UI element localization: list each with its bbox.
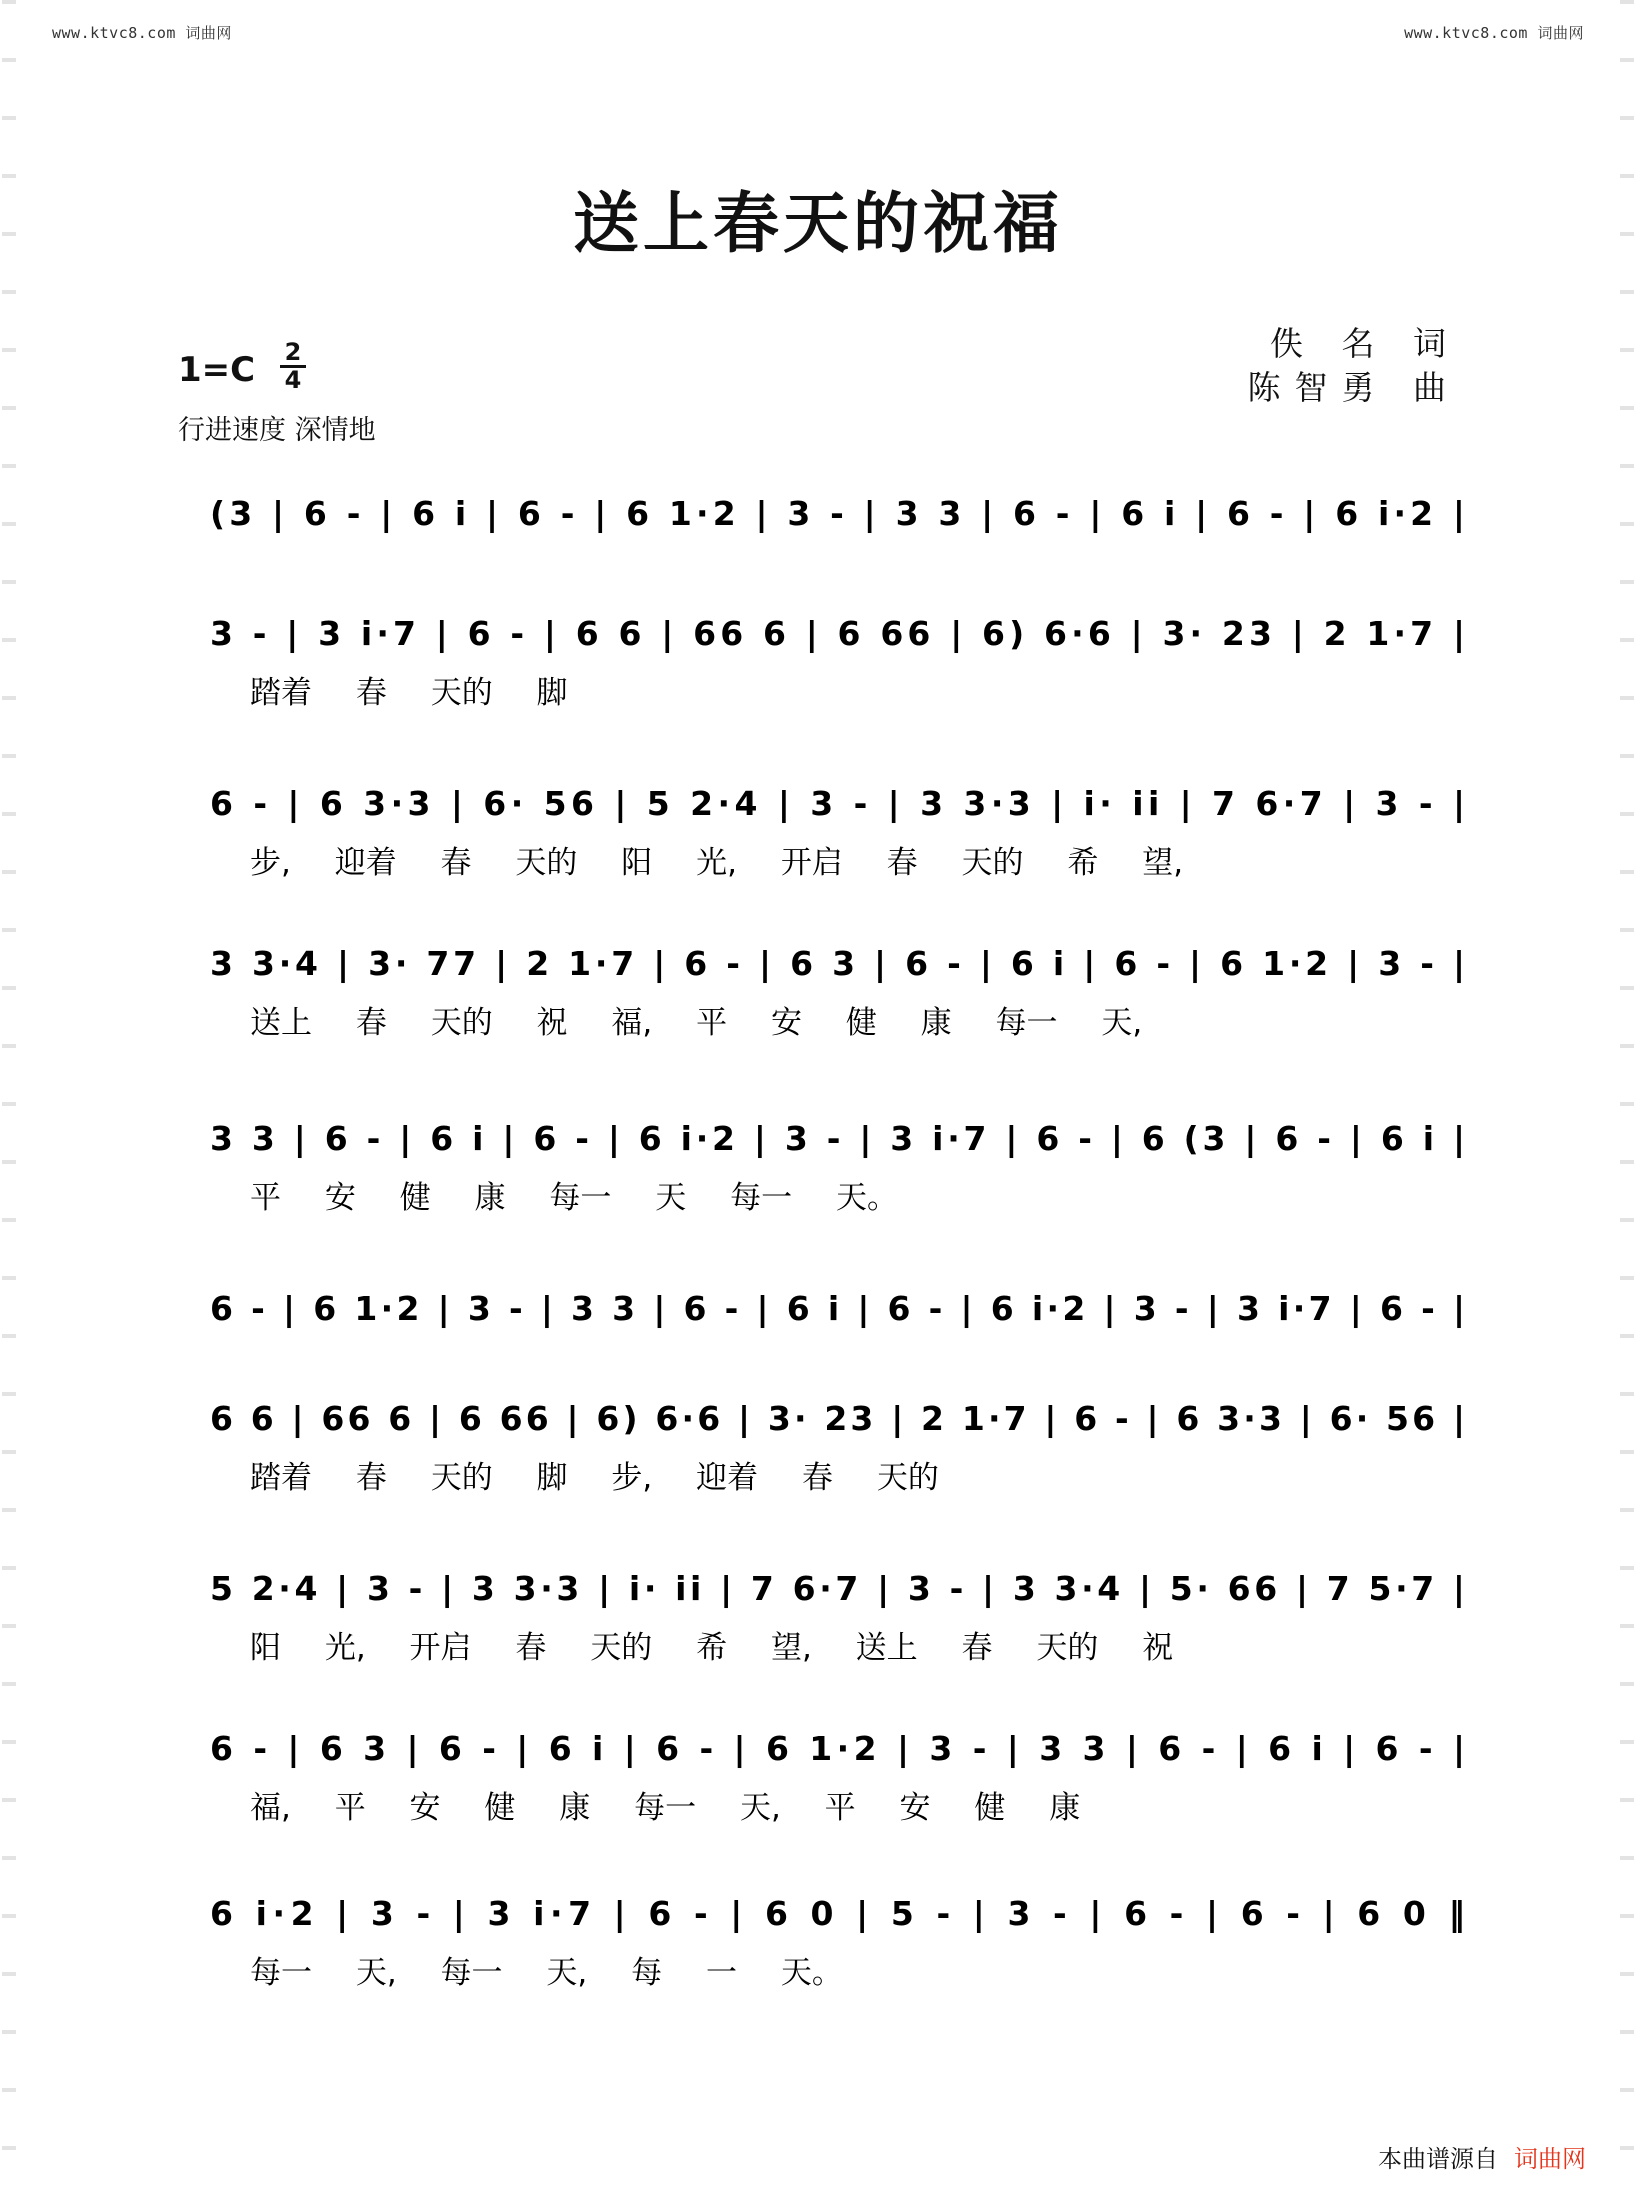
footer-source-site: 词曲网 xyxy=(1514,2145,1586,2173)
time-signature-top: 2 xyxy=(284,338,302,366)
score-row-lyrics: 送上 春 天的 祝 福, 平 安 健 康 每一 天, xyxy=(250,1005,1143,1041)
score-row-notes: 6 i·2 | 3 - | 3 i·7 | 6 - | 6 0 | 5 - | 3 - | 6 - | 6 - | 6 0 ‖ xyxy=(210,1894,1465,1933)
score-row-notes: 3 - | 3 i·7 | 6 - | 6 6 | 66 6 | 6 66 | 6) 6·6 | 3· 23 | 2 1·7 | xyxy=(210,614,1466,653)
score-row xyxy=(210,1399,1465,1496)
score-row-lyrics: 踏着 春 天的 脚 xyxy=(250,675,568,711)
composer-credit: 陈智勇 曲 xyxy=(1247,368,1460,407)
left-watermark-strip xyxy=(2,0,16,2204)
score-row-notes: 3 3 | 6 - | 6 i | 6 - | 6 i·2 | 3 - | 3 i·7 | 6 - | 6 (3 | 6 - | 6 i | xyxy=(210,1119,1466,1158)
score-row-notes: 6 6 | 66 6 | 6 66 | 6) 6·6 | 3· 23 | 2 1·7 | 6 - | 6 3·3 | 6· 56 | xyxy=(210,1399,1466,1438)
score-row xyxy=(210,1729,1465,1826)
score-row xyxy=(210,614,1465,711)
score-row-lyrics: 每一 天, 每一 天, 每 一 天。 xyxy=(250,1955,843,1991)
header-site-left: www.ktvc8.com 词曲网 xyxy=(52,24,232,42)
score-row-notes: 5 2·4 | 3 - | 3 3·3 | i· ii | 7 6·7 | 3 - | 3 3·4 | 5· 66 | 7 5·7 | xyxy=(210,1569,1465,1608)
score-row xyxy=(210,944,1465,1041)
score-row-lyrics: 阳 光, 开启 春 天的 希 望, 送上 春 天的 祝 xyxy=(250,1630,1174,1666)
score-row xyxy=(210,1289,1465,1328)
footer-source-label: 本曲谱源自 xyxy=(1378,2145,1498,2173)
score-row xyxy=(210,1569,1465,1666)
score-row-notes: 6 - | 6 1·2 | 3 - | 3 3 | 6 - | 6 i | 6 - | 6 i·2 | 3 - | 3 i·7 | 6 - | xyxy=(210,1289,1466,1328)
header-site-right: www.ktvc8.com 词曲网 xyxy=(1404,24,1584,42)
score-row xyxy=(210,784,1465,881)
score-row-notes: 3 3·4 | 3· 77 | 2 1·7 | 6 - | 6 3 | 6 - | 6 i | 6 - | 6 1·2 | 3 - | xyxy=(210,944,1466,983)
tempo-marking: 行进速度 深情地 xyxy=(178,415,376,446)
key-signature: 1=C xyxy=(178,350,256,390)
right-watermark-strip xyxy=(1620,0,1634,2204)
song-title: 送上春天的祝福 xyxy=(573,184,1063,262)
score-row xyxy=(210,1894,1465,1991)
time-signature xyxy=(280,340,306,393)
score-row-notes: 6 - | 6 3·3 | 6· 56 | 5 2·4 | 3 - | 3 3·3 | i· ii | 7 6·7 | 3 - | xyxy=(210,784,1465,823)
score-row-lyrics: 踏着 春 天的 脚 步, 迎着 春 天的 xyxy=(250,1460,939,1496)
score-row-lyrics: 步, 迎着 春 天的 阳 光, 开启 春 天的 希 望, xyxy=(250,845,1184,881)
score-row-notes: 6 - | 6 3 | 6 - | 6 i | 6 - | 6 1·2 | 3 - | 3 3 | 6 - | 6 i | 6 - | xyxy=(210,1729,1466,1768)
score-row xyxy=(210,1119,1465,1216)
time-signature-bottom: 4 xyxy=(280,365,306,393)
score-row-lyrics: 平 安 健 康 每一 天 每一 天。 xyxy=(250,1180,898,1216)
lyricist-credit: 佚 名 词 xyxy=(1270,324,1460,363)
score-row xyxy=(210,494,1465,533)
score-row-lyrics: 福, 平 安 健 康 每一 天, 平 安 健 康 xyxy=(250,1790,1081,1826)
score-row-notes: (3 | 6 - | 6 i | 6 - | 6 1·2 | 3 - | 3 3 | 6 - | 6 i | 6 - | 6 i·2 | xyxy=(210,494,1465,533)
footer-source xyxy=(1378,2139,1586,2174)
